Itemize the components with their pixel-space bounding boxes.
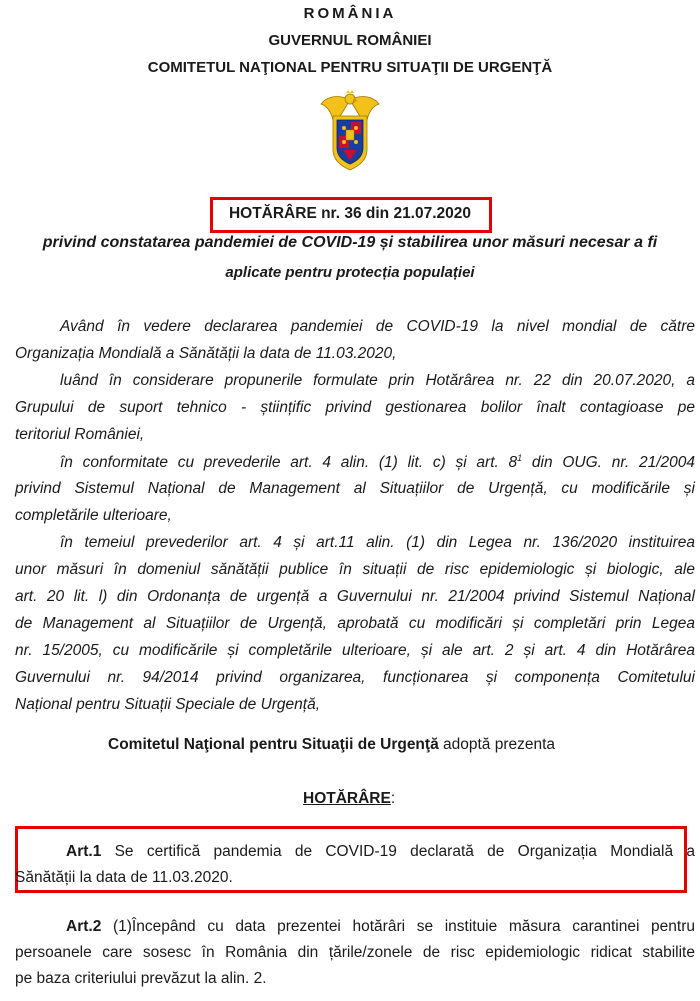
decision-subject-line-1: privind constatarea pandemiei de COVID-19 și stabilirea unor măsuri necesar a fi — [42, 234, 658, 251]
art2-text: (1)Începând cu data prezentei hotărâri se instituie măsura carantinei pentru — [101, 918, 695, 935]
preamble-line: privind Sistemul Național de Management al Situațiilor de Urgență, cu modificările și — [15, 480, 695, 497]
adoption-rest: adoptă prezenta — [438, 736, 556, 753]
superscript: 1 — [517, 453, 523, 463]
preamble-line: Organizația Mondială a Sănătății la data de 11.03.2020, — [15, 345, 397, 362]
preamble-line: completările ulterioare, — [15, 507, 172, 524]
preamble-line: Având în vedere declararea pandemiei de COVID-19 la nivel mondial de către — [60, 318, 695, 335]
preamble-text: în conformitate cu prevederile art. 4 alin. (1) lit. c) și art. 8 — [60, 454, 518, 472]
art2-line-2: persoanele care sosesc în România din țările/zonele de risc epidemiologic ridicat stabilite — [15, 944, 695, 961]
preamble-line-with-superscript — [60, 453, 695, 472]
decision-heading — [303, 790, 395, 808]
preamble-line: în temeiul prevederilor art. 4 și art.11 alin. (1) din Legea nr. 136/2020 instituirea — [60, 534, 695, 551]
preamble-line: teritoriul României, — [15, 426, 145, 443]
decision-number: HOTĂRÂRE nr. 36 din 21.07.2020 — [228, 205, 472, 222]
highlight-box-decision — [210, 197, 492, 233]
preamble-line: nr. 15/2005, cu modificările și completările ulterioare, și ale art. 2 și art. 4 din Hotărârea — [15, 642, 695, 659]
header-committee: COMITETUL NAŢIONAL PENTRU SITUAŢII DE URGENŢĂ — [147, 59, 553, 76]
preamble-line: Național pentru Situații Speciale de Urgență, — [15, 696, 321, 713]
decision-heading-colon: : — [390, 790, 396, 807]
art1-line-2: Sănătății la data de 11.03.2020. — [15, 869, 233, 886]
decision-subject-line-2: aplicate pentru protecția populației — [225, 264, 475, 281]
preamble-line: Guvernului nr. 94/2014 privind organizarea, funcționarea și componența Comitetului — [15, 669, 695, 686]
preamble-line: de Management al Situațiilor de Urgență, aprobată cu modificări și completări prin Legea — [15, 615, 695, 632]
adoption-committee: Comitetul Naţional pentru Situaţii de Urgenţă — [108, 736, 439, 753]
art2-line-3: pe baza criteriului prevăzut la alin. 2. — [15, 970, 267, 987]
art1-line-1 — [66, 843, 695, 861]
preamble-line: unor măsuri în domeniul sănătății publice în situații de risc epidemiologic și biologic, ale — [15, 561, 695, 578]
header-government: GUVERNUL ROMÂNIEI — [268, 32, 432, 49]
art2-label: Art.2 — [66, 918, 102, 935]
adoption-statement — [108, 736, 555, 754]
art2-line-1 — [66, 918, 695, 936]
preamble-text: din OUG. nr. 21/2004 — [522, 454, 695, 472]
coat-of-arms-icon — [319, 90, 381, 172]
art1-text: Se certifică pandemia de COVID-19 declarată de Organizația Mondială a — [101, 843, 695, 860]
preamble-line: art. 20 lit. l) din Ordonanța de urgență a Guvernului nr. 21/2004 privind Sistemul Național — [15, 588, 695, 605]
header-country: ROMÂNIA — [303, 5, 397, 22]
preamble-line: Grupului de suport tehnico - științific privind gestionarea bolilor înalt contagioase pe — [15, 399, 695, 416]
preamble-line: luând în considerare propunerile formulate prin Hotărârea nr. 22 din 20.07.2020, a — [60, 372, 695, 389]
art1-label: Art.1 — [66, 843, 102, 860]
decision-heading-text: HOTĂRÂRE — [303, 790, 391, 807]
